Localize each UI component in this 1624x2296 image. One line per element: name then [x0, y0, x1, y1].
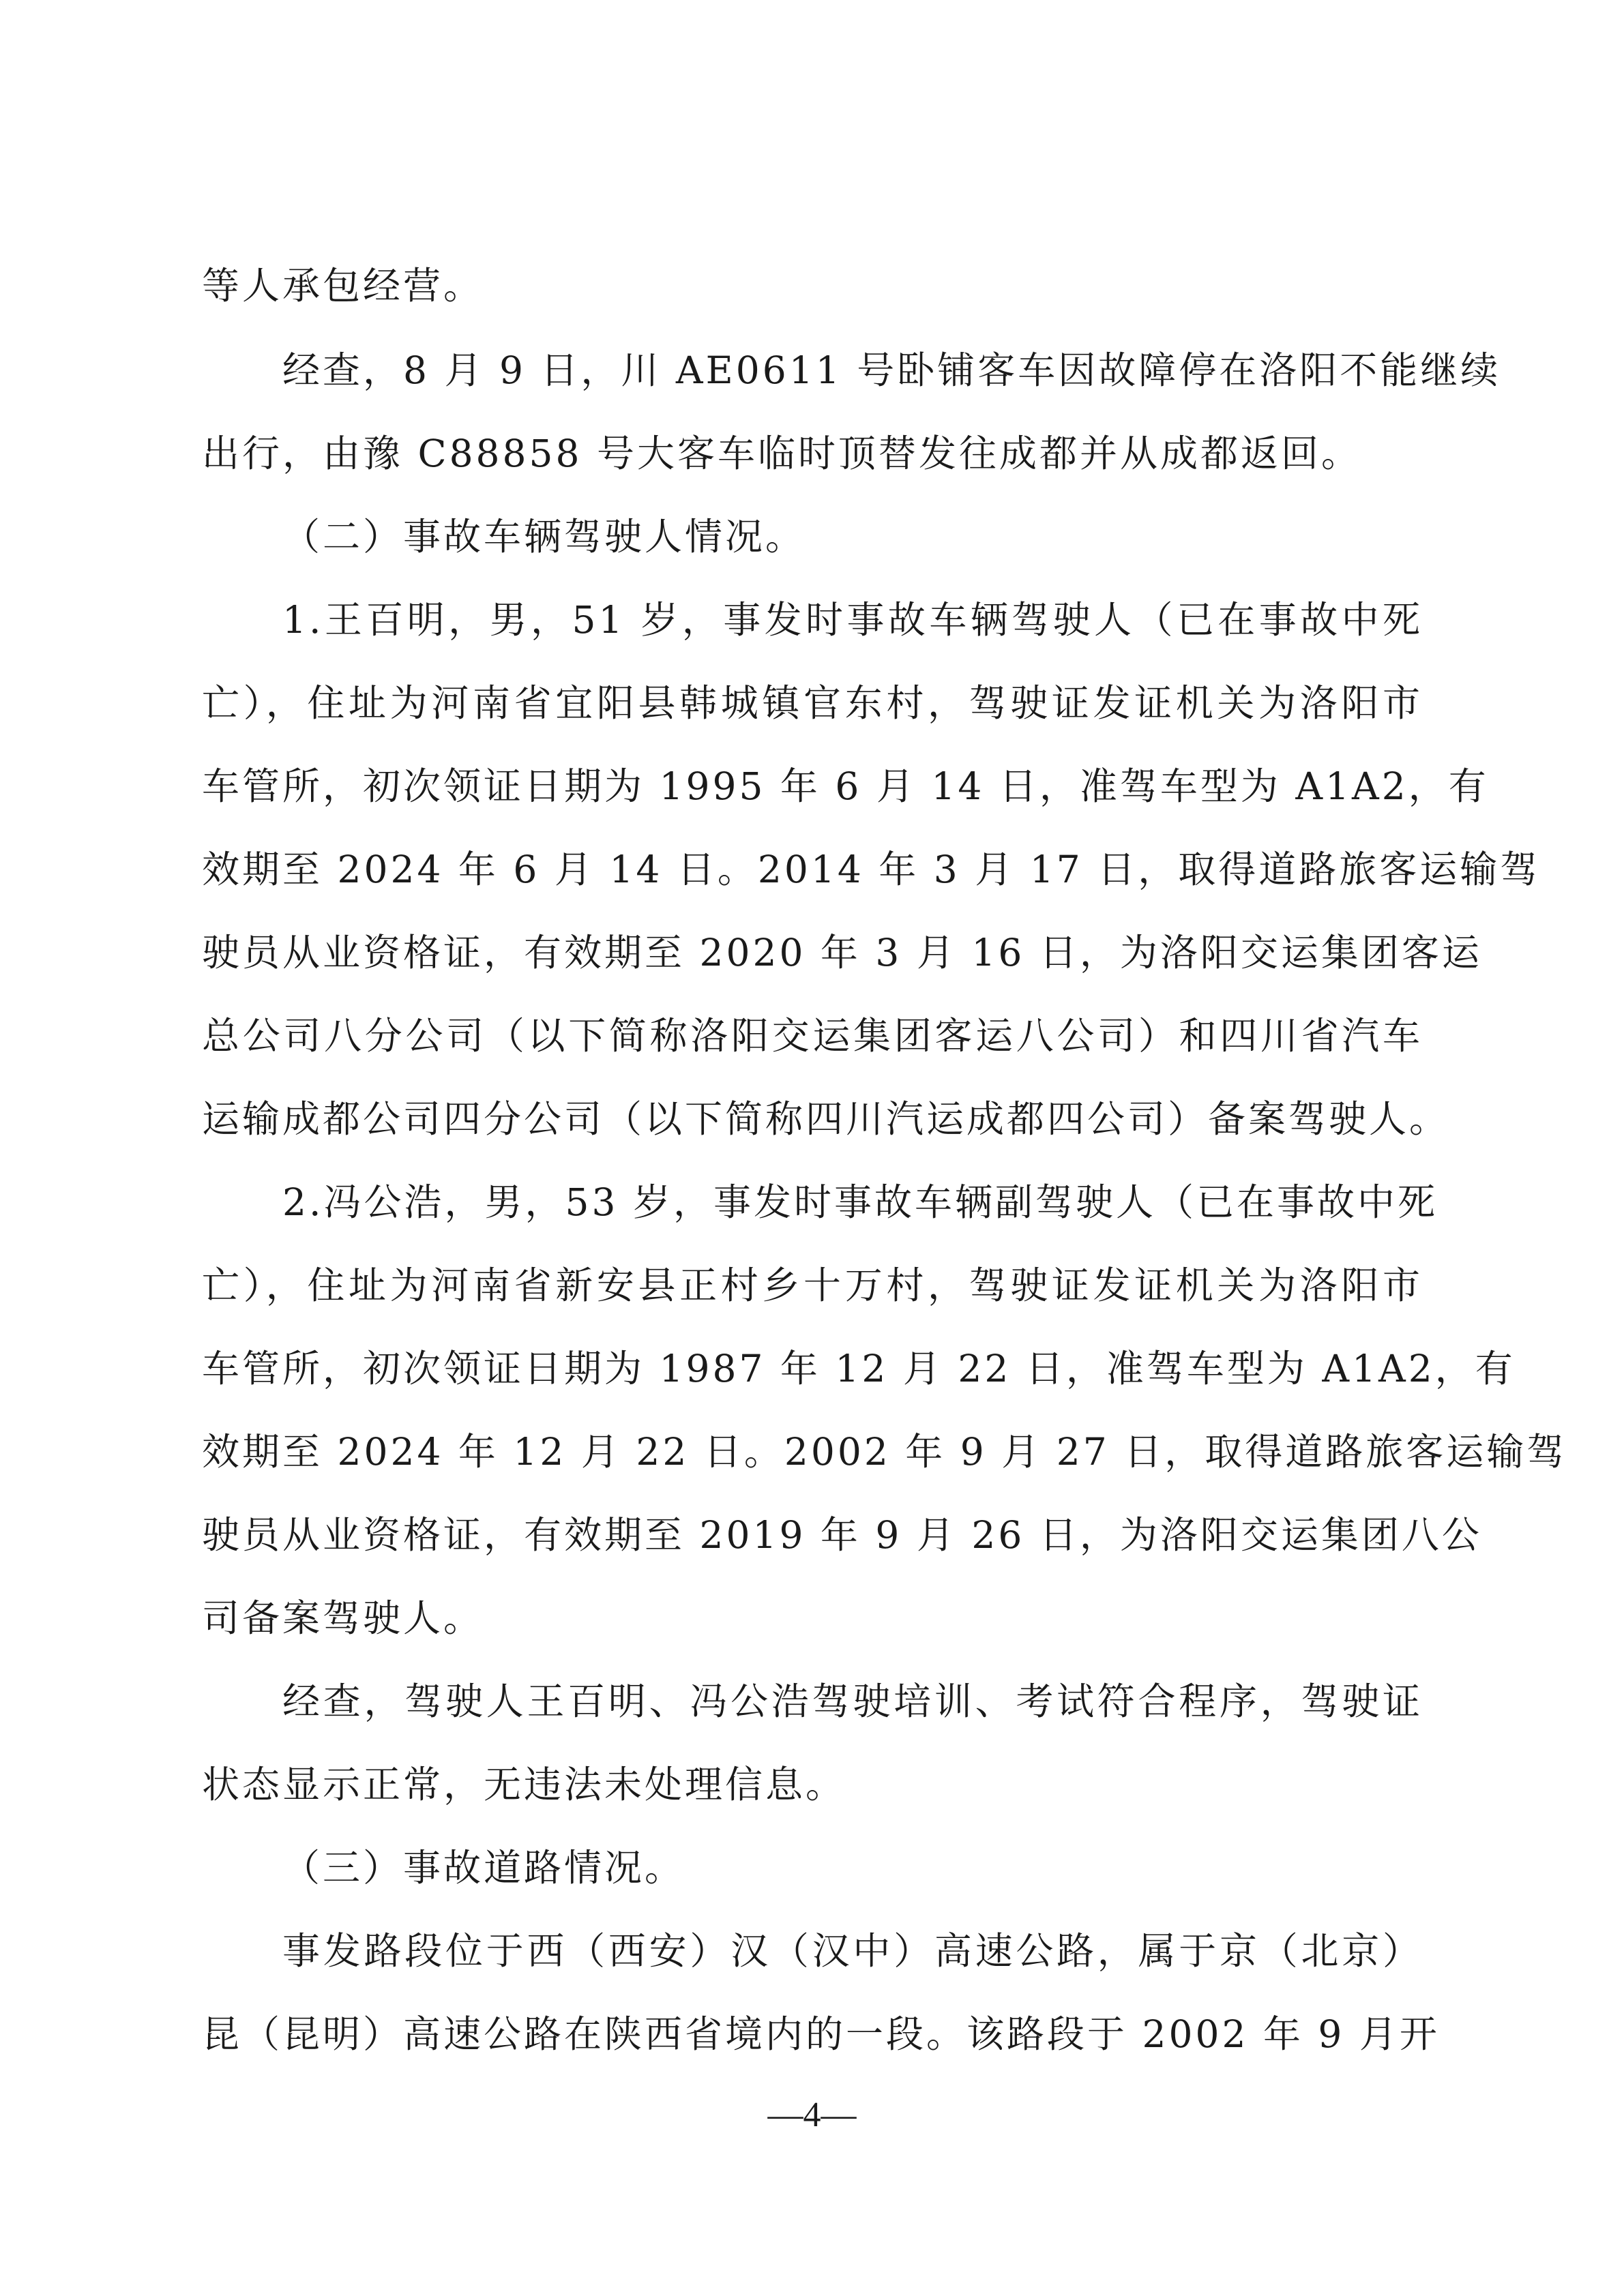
text-line: 出行，由豫 C88858 号大客车临时顶替发往成都并从成都返回。 — [202, 432, 1362, 475]
text-line: 司备案驾驶人。 — [202, 1596, 484, 1640]
text-line: 昆（昆明）高速公路在陕西省境内的一段。该路段于 2002 年 9 月开 — [202, 2012, 1440, 2056]
text-line: 等人承包经营。 — [202, 264, 484, 308]
text-line: 经查，8 月 9 日，川 AE0611 号卧铺客车因故障停在洛阳不能继续 — [282, 348, 1501, 392]
text-line: 效期至 2024 年 12 月 22 日。2002 年 9 月 27 日，取得道路旅客运输驾 — [202, 1430, 1567, 1474]
text-line: 驶员从业资格证，有效期至 2020 年 3 月 16 日，为洛阳交运集团客运 — [202, 931, 1482, 974]
text-line: 经查，驾驶人王百明、冯公浩驾驶培训、考试符合程序，驾驶证 — [282, 1680, 1423, 1723]
text-line: 状态显示正常，无违法未处理信息。 — [202, 1763, 846, 1806]
section-heading: （三）事故道路情况。 — [282, 1846, 685, 1890]
text-line: 驶员从业资格证，有效期至 2019 年 9 月 26 日，为洛阳交运集团八公 — [202, 1513, 1482, 1557]
text-line: 亡），住址为河南省新安县正村乡十万村，驾驶证发证机关为洛阳市 — [202, 1264, 1423, 1307]
text-line: 2.冯公浩，男，53 岁，事发时事故车辆副驾驶人（已在事故中死 — [282, 1180, 1438, 1224]
page-number: —4— — [767, 2096, 857, 2134]
text-line: 车管所，初次领证日期为 1987 年 12 月 22 日，准驾车型为 A1A2，有 — [202, 1347, 1516, 1390]
text-line: 1.王百明，男，51 岁，事发时事故车辆驾驶人（已在事故中死 — [282, 598, 1423, 642]
text-line: 亡），住址为河南省宜阳县韩城镇官东村，驾驶证发证机关为洛阳市 — [202, 681, 1423, 725]
text-line: 车管所，初次领证日期为 1995 年 6 月 14 日，准驾车型为 A1A2，有 — [202, 764, 1489, 808]
text-line: 运输成都公司四分公司（以下简称四川汽运成都四公司）备案驾驶人。 — [202, 1097, 1450, 1141]
section-heading: （二）事故车辆驾驶人情况。 — [282, 515, 806, 558]
text-line: 效期至 2024 年 6 月 14 日。2014 年 3 月 17 日，取得道路旅客运输驾 — [202, 848, 1541, 891]
text-line: 事发路段位于西（西安）汉（汉中）高速公路，属于京（北京） — [282, 1929, 1423, 1973]
text-line: 总公司八分公司（以下简称洛阳交运集团客运八公司）和四川省汽车 — [202, 1014, 1423, 1058]
